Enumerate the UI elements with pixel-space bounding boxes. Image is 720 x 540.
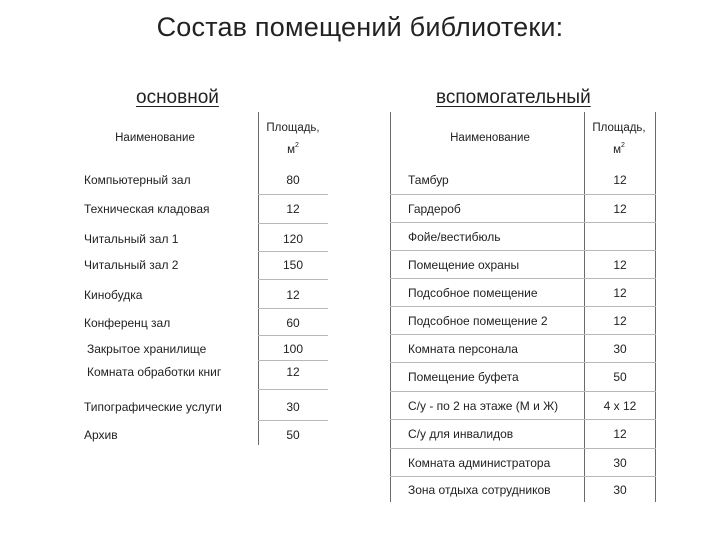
left-row-separator [258, 194, 328, 195]
left-row-area: 30 [286, 400, 300, 414]
left-col-name-header: Наименование [115, 132, 195, 144]
right-row-separator [390, 194, 656, 195]
left-col-area-header: Площадь, $м^2$ [266, 122, 320, 156]
left-row-name: Архив [84, 428, 118, 442]
left-row-separator [258, 360, 328, 361]
left-row-area: 12 [286, 365, 300, 379]
right-col-area-header: Площадь, $м^2$ [592, 122, 646, 156]
left-row-name: Конференц зал [84, 316, 171, 330]
right-row-separator [390, 334, 656, 335]
left-row-separator [258, 335, 328, 336]
right-row-area: 12 [613, 173, 627, 187]
right-row-name: С/у для инвалидов [408, 427, 514, 441]
left-row-area: 60 [286, 316, 300, 330]
left-row-area: 150 [282, 258, 304, 272]
left-row-area: 100 [282, 342, 304, 356]
left-section-heading: основной [136, 87, 219, 108]
right-row-separator [390, 250, 656, 251]
right-row-area: 30 [613, 456, 627, 470]
right-row-separator [390, 222, 656, 223]
left-row-name: Техническая кладовая [84, 202, 210, 216]
left-row-name: Комната обработки книг [87, 365, 222, 379]
right-section-heading: вспомогательный [436, 87, 591, 108]
left-row-separator [258, 279, 328, 280]
right-row-area: 12 [613, 202, 627, 216]
right-row-separator [390, 419, 656, 420]
left-row-area: 120 [282, 232, 304, 246]
right-row-name: Подсобное помещение [408, 286, 538, 300]
right-row-name: Тамбур [408, 173, 449, 187]
right-left-border [390, 112, 391, 502]
right-row-area: 12 [613, 427, 627, 441]
right-row-name: Комната администратора [408, 456, 551, 470]
right-row-name: Зона отдыха сотрудников [408, 483, 551, 497]
left-row-name: Читальный зал 2 [84, 258, 179, 272]
left-row-separator [258, 251, 328, 252]
left-row-area: 50 [286, 428, 300, 442]
right-row-separator [390, 391, 656, 392]
right-row-separator [390, 476, 656, 477]
right-row-name: Помещение буфета [408, 370, 519, 384]
page-title: Состав помещений библиотеки: [156, 12, 564, 42]
left-row-area: 12 [286, 202, 300, 216]
right-row-area: 12 [613, 258, 627, 272]
right-row-name: Подсобное помещение 2 [408, 314, 548, 328]
left-row-name: Закрытое хранилище [87, 342, 207, 356]
right-row-area: 12 [613, 286, 627, 300]
right-row-name: Фойе/вестибюль [408, 230, 501, 244]
left-row-separator [258, 308, 328, 309]
right-row-separator [390, 306, 656, 307]
left-row-name: Читальный зал 1 [84, 232, 179, 246]
right-row-area: 30 [613, 342, 627, 356]
right-row-area: 12 [613, 314, 627, 328]
left-row-separator [258, 420, 328, 421]
right-row-area: 30 [613, 483, 627, 497]
left-row-area: 12 [286, 288, 300, 302]
right-row-name: Помещение охраны [408, 258, 520, 272]
right-column-divider [584, 112, 585, 502]
left-row-name: Типографические услуги [84, 400, 222, 414]
right-col-name-header: Наименование [450, 132, 530, 144]
left-row-name: Кинобудка [84, 288, 143, 302]
right-row-area: 50 [613, 370, 627, 384]
left-row-area: 80 [286, 173, 300, 187]
right-row-area: 4 х 12 [603, 399, 637, 413]
right-row-separator [390, 448, 656, 449]
right-row-name: Гардероб [408, 202, 461, 216]
right-row-separator [390, 362, 656, 363]
left-row-separator [258, 223, 328, 224]
right-row-name: Комната персонала [408, 342, 518, 356]
right-row-separator [390, 278, 656, 279]
right-row-name: С/у - по 2 на этаже (М и Ж) [408, 399, 559, 413]
right-right-border [655, 112, 656, 502]
left-row-separator [258, 389, 328, 390]
left-row-name: Компьютерный зал [84, 173, 191, 187]
